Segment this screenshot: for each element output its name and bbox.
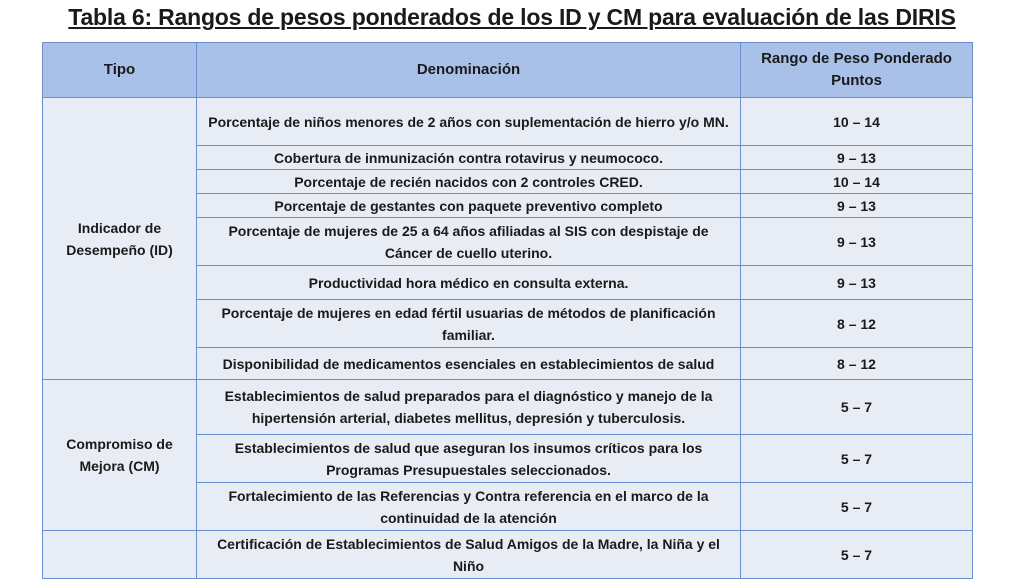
tipo-cell-other <box>43 531 197 579</box>
rango-cell: 5 – 7 <box>741 380 973 435</box>
weights-table <box>42 42 973 579</box>
denominacion-cell: Productividad hora médico en consulta externa. <box>197 266 741 300</box>
rango-cell: 10 – 14 <box>741 98 973 146</box>
table-row <box>43 98 973 146</box>
denominacion-cell: Porcentaje de gestantes con paquete preventivo completo <box>197 194 741 218</box>
denominacion-cell: Fortalecimiento de las Referencias y Contra referencia en el marco de la continuidad de la atención <box>197 483 741 531</box>
header-rango-line2: Puntos <box>831 72 882 89</box>
rango-cell: 10 – 14 <box>741 170 973 194</box>
rango-cell: 5 – 7 <box>741 435 973 483</box>
rango-cell: 9 – 13 <box>741 266 973 300</box>
tipo-label: Indicador de Desempeño (ID) <box>66 219 173 258</box>
rango-cell: 9 – 13 <box>741 218 973 266</box>
table-row <box>43 531 973 579</box>
header-tipo: Tipo <box>43 43 197 98</box>
page-title: Tabla 6: Rangos de pesos ponderados de los ID y CM para evaluación de las DIRIS <box>68 4 956 30</box>
rango-cell: 9 – 13 <box>741 146 973 170</box>
table-header-row <box>43 43 973 98</box>
header-rango-line1: Rango de Peso Ponderado <box>761 50 952 67</box>
header-rango <box>741 43 973 98</box>
denominacion-cell: Porcentaje de mujeres en edad fértil usuarias de métodos de planificación familiar. <box>197 300 741 348</box>
table-row <box>43 380 973 435</box>
denominacion-cell: Disponibilidad de medicamentos esenciales en establecimientos de salud <box>197 348 741 380</box>
header-denominacion: Denominación <box>197 43 741 98</box>
rango-cell: 9 – 13 <box>741 194 973 218</box>
rango-cell: 8 – 12 <box>741 300 973 348</box>
tipo-cell-id <box>43 98 197 380</box>
tipo-cell-cm <box>43 380 197 531</box>
rango-cell: 5 – 7 <box>741 483 973 531</box>
rango-cell: 8 – 12 <box>741 348 973 380</box>
denominacion-cell: Establecimientos de salud que aseguran los insumos críticos para los Programas Presupuestales seleccionados. <box>197 435 741 483</box>
denominacion-cell: Cobertura de inmunización contra rotavirus y neumococo. <box>197 146 741 170</box>
denominacion-cell: Porcentaje de mujeres de 25 a 64 años afiliadas al SIS con despistaje de Cáncer de cuello uterino. <box>197 218 741 266</box>
denominacion-cell: Porcentaje de niños menores de 2 años con suplementación de hierro y/o MN. <box>197 98 741 146</box>
denominacion-cell: Certificación de Establecimientos de Salud Amigos de la Madre, la Niña y el Niño <box>197 531 741 579</box>
denominacion-cell: Porcentaje de recién nacidos con 2 controles CRED. <box>197 170 741 194</box>
denominacion-cell: Establecimientos de salud preparados para el diagnóstico y manejo de la hipertensión arterial, diabetes mellitus, depresión y tuberculosis. <box>197 380 741 435</box>
tipo-label: Compromiso de Mejora (CM) <box>66 436 173 474</box>
rango-cell: 5 – 7 <box>741 531 973 579</box>
